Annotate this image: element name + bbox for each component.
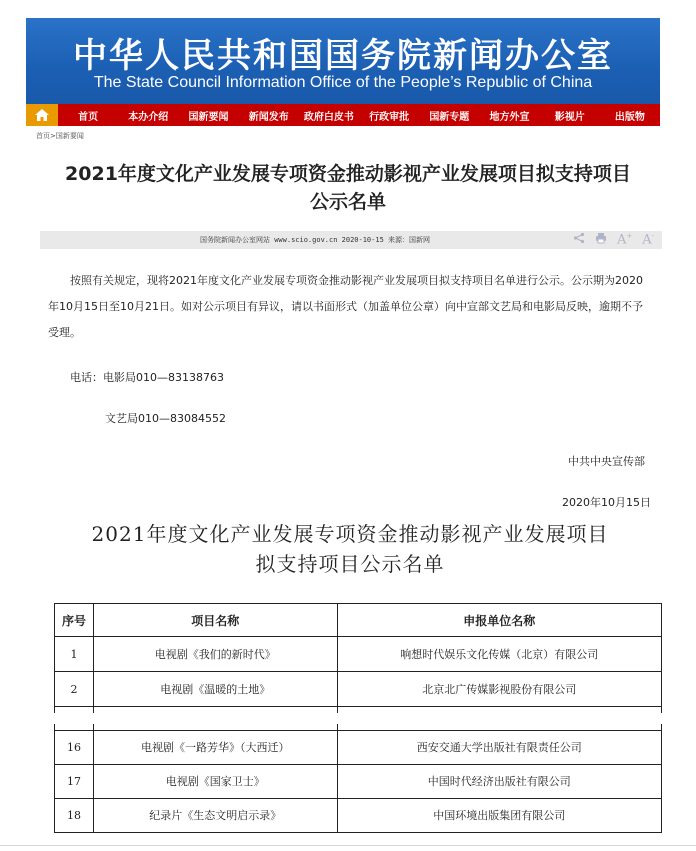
nav-item-press[interactable]: 新闻发布 xyxy=(248,111,289,123)
project-table-bottom xyxy=(54,724,662,833)
nav-item-about[interactable]: 本办介绍 xyxy=(128,111,169,123)
nav-item-home[interactable]: 首页 xyxy=(78,111,99,123)
row-no: 17 xyxy=(55,764,94,798)
row-no: 16 xyxy=(55,730,94,764)
site-title-cn: 中华人民共和国国务院新闻办公室 xyxy=(73,36,613,76)
article-title xyxy=(40,160,656,216)
row-unit: 中国时代经济出版社有限公司 xyxy=(337,764,661,798)
article-tools xyxy=(573,231,654,249)
publish-date: 2020年10月15日 xyxy=(562,496,651,509)
document-title-line1: 2021年度文化产业发展专项资金推动影视产业发展项目 xyxy=(91,522,609,546)
home-icon[interactable] xyxy=(26,104,58,126)
table-row xyxy=(55,730,662,764)
nav-item-approval[interactable]: 行政审批 xyxy=(369,111,410,123)
project-table-top xyxy=(54,603,662,713)
article-paragraph: 按照有关规定，现将2021年度文化产业发展专项资金推动影视产业发展项目拟支持项目名单进行公示。公示期为2020年10月15日至10月21日。如对公示项目有异议，请以书面形式（加盖单位公章）向中宣部文艺局和电影局反映，逾期不予受理。 xyxy=(48,274,643,339)
breadcrumb[interactable]: 首页>国新要闻 xyxy=(36,132,84,140)
table-row xyxy=(55,672,662,707)
print-icon[interactable] xyxy=(595,232,607,248)
table-row-truncated xyxy=(55,707,662,713)
table-row xyxy=(55,764,662,798)
nav-item-publications[interactable]: 出版物 xyxy=(614,111,645,123)
row-name: 纪录片《生态文明启示录》 xyxy=(93,798,337,832)
font-increase-icon[interactable]: A+ xyxy=(616,232,633,248)
nav-item-local[interactable]: 地方外宣 xyxy=(489,111,530,123)
nav-item-news[interactable]: 国新要闻 xyxy=(188,111,229,123)
row-name: 电视剧《国家卫士》 xyxy=(93,764,337,798)
article-title-line1: 2021年度文化产业发展专项资金推动影视产业发展项目拟支持项目 xyxy=(65,163,631,185)
row-no: 1 xyxy=(55,637,94,672)
phone-arts-bureau: 文艺局010—83084552 xyxy=(105,412,226,425)
nav-item-topics[interactable]: 国新专题 xyxy=(429,111,470,123)
header-name: 项目名称 xyxy=(93,604,337,637)
article-title-line2: 公示名单 xyxy=(309,191,386,213)
page-divider xyxy=(0,845,696,846)
article-meta: 国务院新闻办公室网站 www.scio.gov.cn 2020-10-15 来源：国新网 xyxy=(200,236,431,244)
header-no: 序号 xyxy=(55,604,94,637)
phone-film-bureau: 电话：电影局010—83138763 xyxy=(70,371,224,384)
document-title xyxy=(40,519,660,579)
table-row xyxy=(55,637,662,672)
share-icon[interactable] xyxy=(573,232,585,248)
document-title-line2: 拟支持项目公示名单 xyxy=(255,552,445,576)
header-unit: 申报单位名称 xyxy=(337,604,661,637)
row-name: 电视剧《一路芳华》（大西迁） xyxy=(93,730,337,764)
row-name: 电视剧《我们的新时代》 xyxy=(93,637,337,672)
signature: 中共中央宣传部 xyxy=(568,455,645,468)
article-meta-bar xyxy=(40,231,662,249)
row-no: 18 xyxy=(55,798,94,832)
header-banner xyxy=(26,18,660,104)
row-unit: 北京北广传媒影视股份有限公司 xyxy=(337,672,661,707)
row-unit: 西安交通大学出版社有限责任公司 xyxy=(337,730,661,764)
nav-item-whitepaper[interactable]: 政府白皮书 xyxy=(303,111,354,123)
row-unit: 中国环境出版集团有限公司 xyxy=(337,798,661,832)
table-row xyxy=(55,798,662,832)
row-name: 电视剧《温暖的土地》 xyxy=(93,672,337,707)
main-nav xyxy=(26,104,660,126)
site-title-en: The State Council Information Office of the People’s Republic of China xyxy=(93,74,593,91)
row-no: 2 xyxy=(55,672,94,707)
font-decrease-icon[interactable]: A- xyxy=(642,232,654,248)
table-header-row xyxy=(55,604,662,637)
row-unit: 响想时代娱乐文化传媒（北京）有限公司 xyxy=(337,637,661,672)
nav-item-films[interactable]: 影视片 xyxy=(554,111,585,123)
